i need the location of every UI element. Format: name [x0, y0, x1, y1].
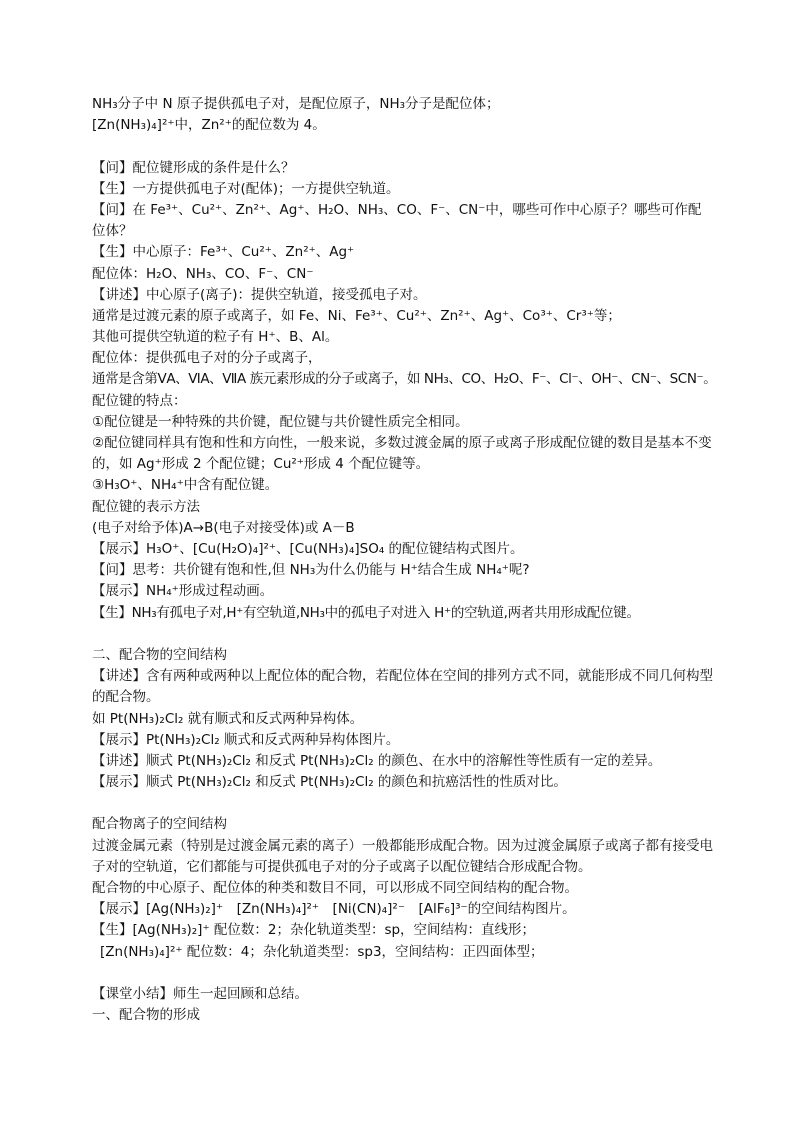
text-line: 如 Pt(NH₃)₂Cl₂ 就有顺式和反式两种异构体。	[92, 710, 364, 727]
text-line: 【生】[Ag(NH₃)₂]⁺ 配位数：2；杂化轨道类型：sp，空间结构：直线形；	[92, 922, 536, 939]
text-line: ①配位键是一种特殊的共价键，配位键与共价键性质完全相同。	[92, 413, 469, 430]
text-line: 【展示】H₃O⁺、[Cu(H₂O)₄]²⁺、[Cu(NH₃)₄]SO₄ 的配位键结构式图片。	[92, 541, 524, 557]
text-line: 【展示】顺式 Pt(NH₃)₂Cl₂ 和反式 Pt(NH₃)₂Cl₂ 的颜色和抗癌活性的性质对比。	[92, 774, 567, 791]
text-paragraph: 过渡金属元素（特别是过渡金属元素的离子）一般都能形成配合物。因为过渡金属原子或离子都有接受电子对的空轨道，它们都能与可提供孤电子对的分子或离子以配位键结合形成配合物。	[92, 837, 713, 875]
text-line: 【展示】Pt(NH₃)₂Cl₂ 顺式和反式两种异构体图片。	[92, 731, 400, 748]
text-line: 【展示】NH₄⁺形成过程动画。	[92, 583, 274, 600]
text-line: ③H₃O⁺、NH₄⁺中含有配位键。	[92, 477, 279, 494]
document-body	[92, 94, 717, 1026]
text-line: 【讲述】顺式 Pt(NH₃)₂Cl₂ 和反式 Pt(NH₃)₂Cl₂ 的颜色、在水中的溶解性等性质有一定的差异。	[92, 752, 662, 769]
text-line: 配位键的特点：	[92, 392, 187, 409]
text-line: 配位体：H₂O、NH₃、CO、F⁻、CN⁻	[92, 265, 314, 282]
section-heading: 二、配合物的空间结构	[92, 646, 227, 663]
text-line: 【课堂小结】师生一起回顾和总结。	[92, 986, 308, 1002]
text-line: 配合物的中心原子、配位体的种类和数目不同，可以形成不同空间结构的配合物。	[92, 880, 578, 897]
text-paragraph: 【问】在 Fe³⁺、Cu²⁺、Zn²⁺、Ag⁺、H₂O、NH₃、CO、F⁻、CN⁻中，哪些可作中心原子？哪些可作配位体？	[92, 201, 702, 240]
text-line: 【讲述】中心原子(离子)：提供空轨道，接受孤电子对。	[92, 286, 427, 303]
text-line: 【展示】[Ag(NH₃)₂]⁺ [Zn(NH₃)₄]²⁺ [Ni(CN)₄]²⁻ [AlF₆]³⁻的空间结构图片。	[92, 901, 576, 918]
blank-line	[92, 963, 714, 984]
text-line: 通常是过渡元素的原子或离子，如 Fe、Ni、Fe³⁺、Cu²⁺、Zn²⁺、Ag⁺、Co³⁺、Cr³⁺等；	[92, 307, 621, 324]
text-line: [Zn(NH₃)₄]²⁺ 配位数：4；杂化轨道类型：sp3，空间结构：正四面体型；	[100, 943, 544, 960]
text-line: 【问】思考：共价键有饱和性,但 NH₃为什么仍能与 H⁺结合生成 NH₄⁺呢?	[92, 562, 530, 579]
text-line: 【生】中心原子：Fe³⁺、Cu²⁺、Zn²⁺、Ag⁺	[92, 244, 355, 261]
text-line: 【生】NH₃有孤电子对,H⁺有空轨道,NH₃中的孤电子对进入 H⁺的空轨道,两者共用形成配位键。	[92, 604, 640, 621]
text-paragraph: ②配位键同样具有饱和性和方向性，一般来说，多数过渡金属的原子或离子形成配位键的数目是基本不变的，如 Ag⁺形成 2 个配位键；Cu²⁺形成 4 个配位键等。	[92, 435, 712, 473]
text-line: 【生】一方提供孤电子对(配体)；一方提供空轨道。	[92, 180, 400, 197]
text-line: [Zn(NH₃)₄]²⁺中，Zn²⁺的配位数为 4。	[92, 117, 326, 134]
text-paragraph: 【讲述】含有两种或两种以上配位体的配合物，若配位体在空间的排列方式不同，就能形成不同几何构型的配合物。	[92, 668, 713, 706]
text-line: 配位键的表示方法	[92, 498, 200, 515]
text-line: NH₃分子中 N 原子提供孤电子对，是配位原子，NH₃分子是配位体；	[92, 96, 500, 112]
text-line: 通常是含第ⅤA、ⅥA、ⅦA 族元素形成的分子或离子，如 NH₃、CO、H₂O、F⁻、Cl⁻、OH⁻、CN⁻、SCN⁻。	[92, 371, 717, 388]
blank-line	[92, 624, 714, 645]
text-line: 其他可提供空轨道的粒子有 H⁺、B、Al。	[92, 329, 339, 346]
section-heading: 配合物离子的空间结构	[92, 816, 227, 833]
section-heading: 一、配合物的形成	[92, 1007, 200, 1024]
text-line: (电子对给予体)A→B(电子对接受体)或 A－B	[92, 519, 355, 536]
text-line: 【问】配位键形成的条件是什么？	[92, 159, 295, 176]
blank-line	[92, 793, 714, 814]
blank-line	[92, 136, 714, 157]
text-line: 配位体：提供孤电子对的分子或离子，	[92, 350, 322, 367]
